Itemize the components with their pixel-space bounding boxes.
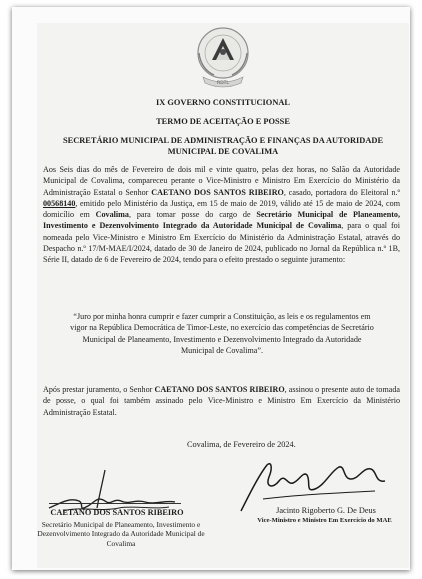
signatory1-name: CAETANO DOS SANTOS RIBEIRO: [50, 508, 184, 517]
signature-line-appointee: [49, 503, 181, 504]
heading-office-line1: SECRETÁRIO MUNICIPAL DE ADMINISTRAÇÃO E FINANÇAS DA AUTORIDADE: [62, 136, 384, 145]
p1-text-4: , para tomar posse do cargo de: [128, 210, 257, 220]
p1-voter-id: 00568140: [43, 198, 76, 208]
document-page: [37, 23, 409, 568]
coat-of-arms-seal: [186, 25, 260, 91]
oath-quote: “Juro por minha honra cumprir e fazer cumprir a Constituição, as leis e os regulamentos em vigor na República Democrática de Timor-Leste, no exercício das competências de Secretário Municipal de Planeamento, Investimento e Dezenvolvimento Integrado da Autoridade Municipal de Covalima”.: [70, 312, 374, 355]
signatory2-name: Jacinto Rigoberto G. De Deus: [276, 506, 376, 515]
seal-ribbon: RDTL: [217, 81, 229, 86]
p1-text-1: Aos Seis dias do mês de Fevereiro de dois mil e vinte quatro, pelas dez horas, no Salão da Autoridade Municipal de Covalima, compareceu perante o Vice-Ministro e Ministro Em Exercício do Ministério da Administração Estatal o Senhor: [43, 165, 400, 197]
p1-text-5: , para o qual foi nomeada pelo Vice-Ministro e Ministro Em Exercício do Ministério da Administração Estatal, através do Despacho n.º 17/M-MAE/I/2024, datado de 30 de Janeiro de 2024, publicado no Jornal da República n.º 1B, Série II, datado de 6 de Fevereiro de 2024, tendo para o efeito prestado o seguinte juramento:: [43, 221, 400, 265]
p2-appointee-name: CAETANO DOS SANTOS RIBEIRO: [154, 385, 285, 394]
p1-text-3: , emitido pelo Ministério da Justiça, em 15 de maio de 2019, válido até 15 de maio de 2024, com domicílio em: [43, 198, 400, 220]
signatory2-role: Vice-Ministro e Ministro Em Exercício do MAE: [257, 517, 392, 524]
heading-term: TERMO DE ACEITAÇÃO E POSSE: [156, 117, 290, 126]
paragraph-closing: [43, 384, 400, 418]
p2-text-2: , assinou o presente auto de tomada de posse, o qual foi também assinado pelo Vice-Ministro e Ministro Em Exercício da Ministério Administração Estatal.: [43, 385, 400, 417]
p2-text-1: Após prestar juramento, o Senhor: [43, 385, 155, 394]
p1-domicile: Covalima: [95, 210, 129, 220]
signatory1-role: Secretário Municipal de Planeamento, Investimento e Dezenvolvimento Integrado da Autoridade Municipal de Covalima: [37, 520, 205, 548]
p1-text-2: , casado, portadora do Eleitoral n.º: [283, 187, 400, 197]
p1-position: Secretário Municipal de Planeamento, Investimento e Dezenvolvimento Integrado da Autoridade Municipal de Covalima: [43, 210, 400, 231]
paragraph-appointment: [43, 164, 400, 266]
document-frame: [12, 7, 410, 570]
heading-office-line2: MUNICIPAL DE COVALIMA: [167, 147, 279, 156]
p1-appointee-name: CAETANO DOS SANTOS RIBEIRO: [151, 187, 284, 197]
date-line: Covalima, de Fevereiro de 2024.: [187, 440, 296, 449]
heading-government: IX GOVERNO CONSTITUCIONAL: [155, 98, 291, 107]
